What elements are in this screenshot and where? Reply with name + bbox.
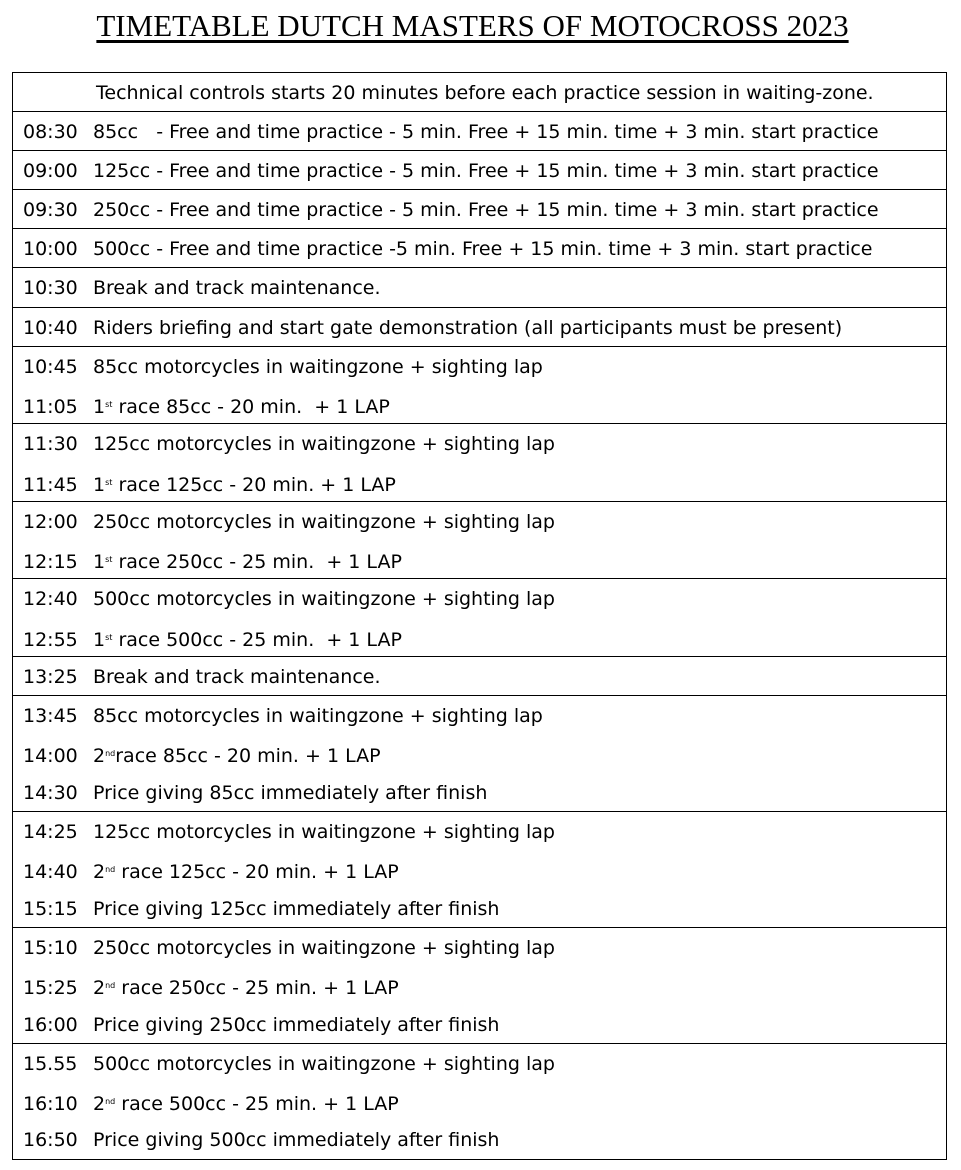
schedule-entry	[13, 151, 946, 189]
page-title: TIMETABLE DUTCH MASTERS OF MOTOCROSS 2023	[96, 8, 849, 43]
ordinal-suffix: st	[105, 477, 113, 487]
entry-time: 15.55	[23, 1052, 78, 1075]
schedule-entry	[13, 696, 946, 734]
entry-time: 16:50	[23, 1129, 78, 1152]
entry-description: Price giving 125cc immediately after finish	[93, 897, 500, 920]
entry-description: 500cc motorcycles in waitingzone + sighting lap	[93, 588, 555, 611]
entry-time: 13:45	[23, 705, 78, 728]
entry-description: 500cc motorcycles in waitingzone + sighting lap	[93, 1052, 555, 1075]
schedule-entry	[13, 966, 946, 1004]
race-number: 2	[93, 1093, 106, 1116]
schedule-entry	[13, 112, 946, 150]
ordinal-suffix: st	[105, 399, 113, 409]
entry-time: 14:00	[23, 745, 78, 768]
ordinal-suffix: nd	[105, 981, 116, 991]
entry-description: 250cc - Free and time practice - 5 min. Free + 15 min. time + 3 min. start practice	[93, 199, 879, 222]
entry-time: 14:25	[23, 821, 78, 844]
entry-time: 12:00	[23, 510, 78, 533]
entry-description: Break and track maintenance.	[93, 666, 381, 689]
ordinal-suffix: nd	[105, 865, 116, 875]
timetable	[12, 72, 947, 1160]
schedule-group	[13, 423, 946, 501]
race-number: 1	[93, 628, 106, 651]
entry-time: 14:40	[23, 861, 78, 884]
schedule-entry	[13, 424, 946, 462]
schedule-entry	[13, 268, 946, 306]
schedule-group	[13, 927, 946, 1043]
entry-description: race 500cc - 25 min. + 1 LAP	[112, 628, 402, 651]
schedule-entry	[13, 347, 946, 385]
entry-time: 14:30	[23, 781, 78, 804]
schedule-group	[13, 1043, 946, 1159]
entry-description: race 85cc - 20 min. + 1 LAP	[115, 745, 381, 768]
entry-description: 85cc - Free and time practice - 5 min. Free + 15 min. time + 3 min. start practice	[93, 121, 879, 144]
schedule-entry	[13, 385, 946, 423]
entry-time: 16:00	[23, 1013, 78, 1036]
schedule-entry	[13, 889, 946, 927]
entry-description: race 85cc - 20 min. + 1 LAP	[112, 395, 390, 418]
entry-description: Price giving 85cc immediately after finish	[93, 781, 488, 804]
entry-time: 10:00	[23, 238, 78, 261]
schedule-group	[13, 656, 946, 695]
ordinal-suffix: nd	[105, 1097, 116, 1107]
entry-description: Break and track maintenance.	[93, 277, 381, 300]
schedule-entry	[13, 463, 946, 501]
schedule-group	[13, 189, 946, 228]
schedule-entry	[13, 229, 946, 267]
technical-controls-note-row	[13, 73, 946, 111]
entry-time: 09:00	[23, 160, 78, 183]
entry-description: 250cc motorcycles in waitingzone + sighting lap	[93, 510, 555, 533]
entry-time: 11:45	[23, 473, 78, 496]
entry-time: 12:55	[23, 628, 78, 651]
schedule-entry	[13, 850, 946, 888]
entry-description: 250cc motorcycles in waitingzone + sighting lap	[93, 936, 555, 959]
race-number: 2	[93, 745, 106, 768]
entry-description: Price giving 500cc immediately after finish	[93, 1129, 500, 1152]
schedule-entry	[13, 928, 946, 966]
entry-description: 85cc motorcycles in waitingzone + sighting lap	[93, 355, 543, 378]
entry-time: 15:15	[23, 897, 78, 920]
race-number: 2	[93, 861, 106, 884]
entry-description: race 125cc - 20 min. + 1 LAP	[112, 473, 396, 496]
schedule-entry	[13, 657, 946, 695]
schedule-group	[13, 267, 946, 306]
entry-time: 11:05	[23, 395, 78, 418]
entry-description: 125cc motorcycles in waitingzone + sighting lap	[93, 433, 555, 456]
schedule-entry	[13, 308, 946, 346]
schedule-group	[13, 307, 946, 346]
entry-time: 10:40	[23, 316, 78, 339]
entry-time: 15:10	[23, 936, 78, 959]
note-text: Technical controls starts 20 minutes before each practice session in waiting-zone.	[96, 82, 874, 104]
race-number: 1	[93, 551, 106, 574]
schedule-group	[13, 150, 946, 189]
entry-time: 10:45	[23, 355, 78, 378]
entry-time: 10:30	[23, 277, 78, 300]
schedule-group	[13, 346, 946, 424]
schedule-entry	[13, 618, 946, 656]
schedule-group	[13, 811, 946, 927]
ordinal-suffix: st	[105, 555, 113, 565]
schedule-entry	[13, 812, 946, 850]
entry-description: race 500cc - 25 min. + 1 LAP	[115, 1093, 399, 1116]
entry-description: race 250cc - 25 min. + 1 LAP	[112, 551, 402, 574]
entry-description: race 125cc - 20 min. + 1 LAP	[115, 861, 399, 884]
schedule-group	[13, 695, 946, 811]
schedule-group	[13, 228, 946, 267]
schedule-entry	[13, 1005, 946, 1043]
entry-description: Riders briefing and start gate demonstration (all participants must be present)	[93, 316, 843, 339]
race-number: 1	[93, 473, 106, 496]
entry-description: Price giving 250cc immediately after finish	[93, 1013, 500, 1036]
entry-description: 500cc - Free and time practice -5 min. Free + 15 min. time + 3 min. start practice	[93, 238, 873, 261]
schedule-entry	[13, 1044, 946, 1082]
schedule-entry	[13, 773, 946, 811]
entry-time: 12:15	[23, 551, 78, 574]
entry-time: 11:30	[23, 433, 78, 456]
entry-time: 13:25	[23, 666, 78, 689]
ordinal-suffix: nd	[105, 749, 116, 759]
schedule-group	[13, 578, 946, 656]
entry-description: 125cc motorcycles in waitingzone + sighting lap	[93, 821, 555, 844]
schedule-group	[13, 111, 946, 150]
schedule-entry	[13, 579, 946, 617]
schedule-entry	[13, 190, 946, 228]
schedule-entry	[13, 1082, 946, 1120]
schedule-entry	[13, 1120, 946, 1158]
entry-description: 125cc - Free and time practice - 5 min. Free + 15 min. time + 3 min. start practice	[93, 160, 879, 183]
schedule-entry	[13, 502, 946, 540]
schedule-entry	[13, 734, 946, 772]
entry-time: 15:25	[23, 977, 78, 1000]
entry-time: 12:40	[23, 588, 78, 611]
schedule-group	[13, 501, 946, 579]
entry-description: race 250cc - 25 min. + 1 LAP	[115, 977, 399, 1000]
entry-time: 16:10	[23, 1093, 78, 1116]
ordinal-suffix: st	[105, 632, 113, 642]
race-number: 2	[93, 977, 106, 1000]
entry-time: 08:30	[23, 121, 78, 144]
entry-description: 85cc motorcycles in waitingzone + sighting lap	[93, 705, 543, 728]
race-number: 1	[93, 395, 106, 418]
entry-time: 09:30	[23, 199, 78, 222]
schedule-entry	[13, 540, 946, 578]
